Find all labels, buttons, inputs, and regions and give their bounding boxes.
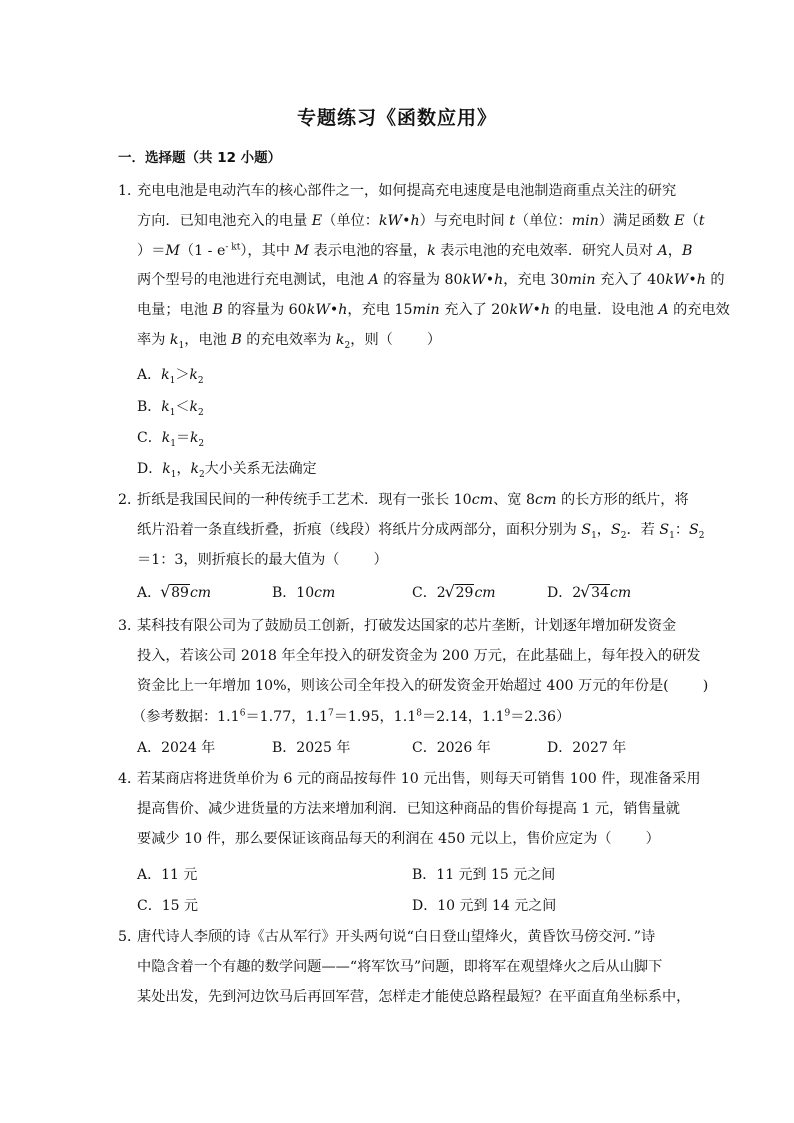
square-root-icon: √ 34 [581, 585, 610, 601]
question-text-line: 某处出发，先到河边饮马后再回军营，怎样走才能使总路程最短？在平面直角坐标系中， [137, 989, 691, 1005]
option-b[interactable]: B．$k_1<k_2$ [137, 399, 204, 418]
question-text-line: ）$=M(1 - e^{- kt})$，其中 M 表示电池的容量，k 表示电池的充电效率．研究人员对 A，B [137, 242, 693, 259]
option-c[interactable]: C．2√ 29cm [412, 582, 496, 602]
question-number: 5． [118, 929, 142, 945]
question-text-line: 电量；电池 B 的容量为 60kW•h，充电 15min 充入了 20kW•h 的电量．设电池 A 的充电效 [137, 302, 730, 318]
question-text-line: 资金比上一年增加 10%，则该公司全年投入的研发资金开始超过 400 万元的年份是( ) [137, 678, 709, 694]
question-text-line: 率为 $k_1$，电池 B 的充电效率为 $k_2$，则（ ） [137, 332, 442, 351]
option-a[interactable]: A．11 元 [137, 867, 198, 883]
question-text-line: 若某商店将进货单价为 6 元的商品按每件 10 元出售，则每天可销售 100 件，现准备采用 [137, 771, 701, 787]
question-text-line: 投入，若该公司 2018 年全年投入的研发资金为 200 万元，在此基础上，每年投入的研发 [137, 648, 701, 664]
option-a[interactable]: A．2024 年 [137, 740, 216, 756]
question-text-line: 唐代诗人李颀的诗《古从军行》开头两句说“白日登山望烽火，黄昏饮马傍交河．”诗 [137, 929, 656, 945]
question-text-line: 提高售价、减少进货量的方法来增加利润．已知这种商品的售价每提高 1 元，销售量就 [137, 801, 680, 817]
question-text-line: 某科技有限公司为了鼓励员工创新，打破发达国家的芯片垄断，计划逐年增加研发资金 [137, 618, 677, 634]
question-text-line: 方向．已知电池充入的电量 E（单位：kW•h）与充电时间 t（单位：min）满足函数 E（t [137, 213, 705, 229]
option-a[interactable]: A．$k_1>k_2$ [137, 367, 204, 386]
option-c[interactable]: C．$k_1=k_2$ [137, 430, 205, 449]
square-root-icon: √ 29 [446, 585, 475, 601]
question-text-line: ＝1：3，则折痕长的最大值为（ ） [137, 552, 388, 568]
question-number: 4． [118, 771, 142, 787]
question-number: 1． [118, 183, 142, 199]
option-c[interactable]: C．2026 年 [412, 740, 491, 756]
question-text-line: 两个型号的电池进行充电测试，电池 A 的容量为 80kW•h，充电 30min 充入了 40kW•h 的 [137, 272, 725, 288]
reference-data-line: （参考数据：$1.1^6=1.77$，$1.1^7=1.95$，$1.1^8=2.14$，$1.1^9=2.36$） [132, 708, 571, 725]
question-text-line: 中隐含着一个有趣的数学问题——“将军饮马”问题，即将军在观望烽火之后从山脚下 [137, 959, 663, 975]
square-root-icon: √ 89 [161, 585, 190, 601]
question-text-line: 充电电池是电动汽车的核心部件之一，如何提高充电速度是电池制造商重点关注的研究 [137, 183, 677, 199]
option-b[interactable]: B．2025 年 [272, 740, 351, 756]
question-number: 3． [118, 618, 142, 634]
section-heading: 一．选择题（共 12 小题） [118, 150, 282, 166]
option-a[interactable]: A．√ 89cm [137, 582, 211, 602]
option-d[interactable]: D．$k_1$，$k_2$大小关系无法确定 [137, 461, 317, 480]
question-text-line: 要减少 10 件，那么要保证该商品每天的利润在 450 元以上，售价应定为（ ） [137, 831, 660, 847]
question-text-line: 折纸是我国民间的一种传统手工艺术．现有一张长 10cm、宽 8cm 的长方形的纸片，将 [137, 492, 689, 508]
option-d[interactable]: D．2√ 34cm [547, 582, 631, 602]
page-title: 专题练习《函数应用》 [296, 107, 497, 129]
option-d[interactable]: D．2027 年 [547, 740, 627, 756]
option-b[interactable]: B．10cm [272, 585, 336, 601]
option-b[interactable]: B．11 元到 15 元之间 [412, 867, 556, 883]
question-text-line: 纸片沿着一条直线折叠，折痕（线段）将纸片分成两部分，面积分别为 $S_1$，$S_2$．若 $S_1$：$S_2$ [137, 522, 705, 541]
option-d[interactable]: D．10 元到 14 元之间 [412, 898, 557, 914]
option-c[interactable]: C．15 元 [137, 898, 198, 914]
question-number: 2． [118, 492, 142, 508]
